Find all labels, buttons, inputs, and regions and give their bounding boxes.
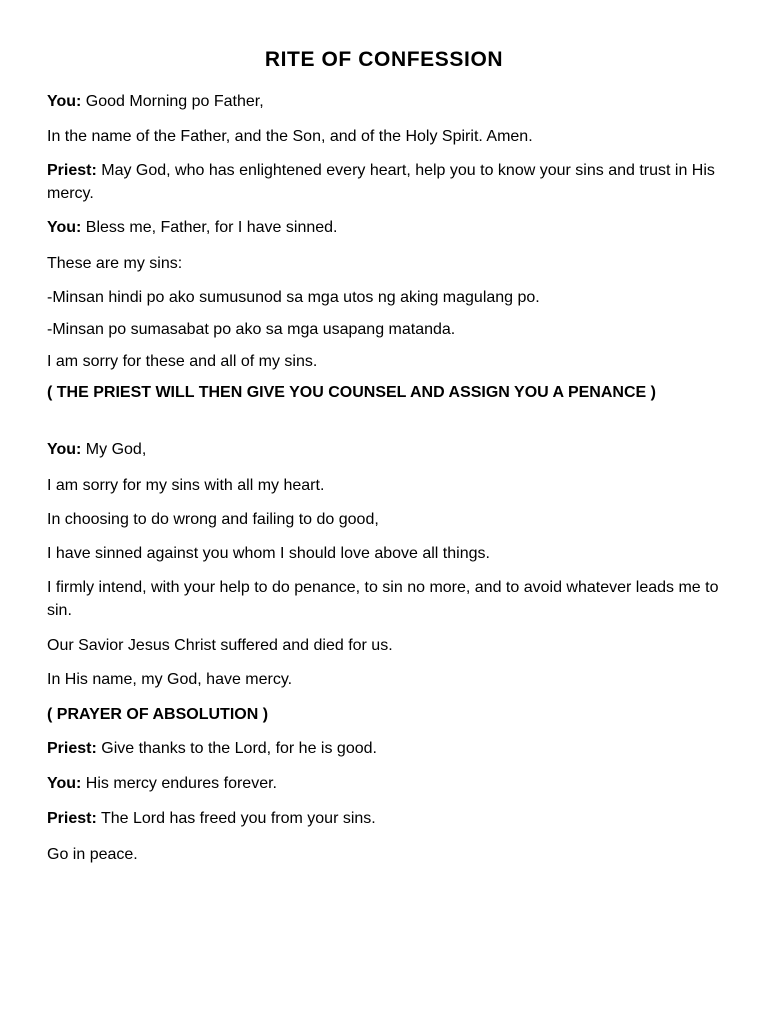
line-priest-blessing bbox=[47, 159, 727, 205]
line-text: I firmly intend, with your help to do penance, to sin no more, and to avoid whatever leads me to sin. bbox=[47, 579, 719, 619]
speaker-label: You: bbox=[47, 219, 82, 236]
line-text: My God, bbox=[81, 441, 147, 458]
line-sign-of-cross bbox=[47, 125, 727, 148]
line-text: His mercy endures forever. bbox=[81, 775, 277, 792]
line-text: -Minsan po sumasabat po ako sa mga usapang matanda. bbox=[47, 321, 456, 338]
line-go-in-peace bbox=[47, 843, 727, 866]
line-sin-2 bbox=[47, 318, 727, 341]
speaker-label: You: bbox=[47, 441, 82, 458]
line-priest-give-thanks bbox=[47, 737, 727, 760]
speaker-label: Priest: bbox=[47, 810, 97, 827]
line-text: In choosing to do wrong and failing to do good, bbox=[47, 511, 379, 528]
speaker-label: You: bbox=[47, 93, 82, 110]
line-sorry bbox=[47, 350, 727, 373]
line-act-of-contrition-6 bbox=[47, 668, 727, 691]
line-you-bless-me bbox=[47, 216, 727, 239]
line-you-my-god bbox=[47, 438, 727, 461]
line-text: Good Morning po Father, bbox=[81, 93, 264, 110]
line-act-of-contrition-5 bbox=[47, 634, 727, 657]
line-text: Go in peace. bbox=[47, 846, 138, 863]
line-act-of-contrition-2 bbox=[47, 508, 727, 531]
line-text: ( THE PRIEST WILL THEN GIVE YOU COUNSEL AND ASSIGN YOU A PENANCE ) bbox=[47, 384, 656, 401]
line-text: Bless me, Father, for I have sinned. bbox=[81, 219, 338, 236]
line-text: -Minsan hindi po ako sumusunod sa mga utos ng aking magulang po. bbox=[47, 289, 540, 306]
line-text: Give thanks to the Lord, for he is good. bbox=[96, 740, 377, 757]
line-text: In the name of the Father, and the Son, and of the Holy Spirit. Amen. bbox=[47, 128, 533, 145]
line-act-of-contrition-4 bbox=[47, 576, 719, 622]
line-text: May God, who has enlightened every heart, help you to know your sins and trust in His mercy. bbox=[47, 162, 715, 202]
line-text: These are my sins: bbox=[47, 255, 183, 272]
line-text: The Lord has freed you from your sins. bbox=[96, 810, 376, 827]
line-text: I have sinned against you whom I should love above all things. bbox=[47, 545, 490, 562]
speaker-label: Priest: bbox=[47, 740, 97, 757]
instruction-absolution bbox=[47, 703, 727, 726]
speaker-label: Priest: bbox=[47, 162, 97, 179]
line-act-of-contrition-3 bbox=[47, 542, 727, 565]
line-text: In His name, my God, have mercy. bbox=[47, 671, 293, 688]
line-sin-1 bbox=[47, 286, 727, 309]
line-text: I am sorry for these and all of my sins. bbox=[47, 353, 318, 370]
instruction-penance bbox=[47, 381, 667, 404]
line-you-greeting bbox=[47, 90, 727, 113]
line-act-of-contrition-1 bbox=[47, 474, 727, 497]
line-text: ( PRAYER OF ABSOLUTION ) bbox=[47, 706, 269, 723]
line-text: I am sorry for my sins with all my heart. bbox=[47, 477, 325, 494]
document-title: RITE OF CONFESSION bbox=[264, 48, 504, 71]
line-text: Our Savior Jesus Christ suffered and died for us. bbox=[47, 637, 393, 654]
line-you-mercy-endures bbox=[47, 772, 727, 795]
line-priest-freed bbox=[47, 807, 727, 830]
speaker-label: You: bbox=[47, 775, 82, 792]
line-these-are-my-sins bbox=[47, 252, 727, 275]
